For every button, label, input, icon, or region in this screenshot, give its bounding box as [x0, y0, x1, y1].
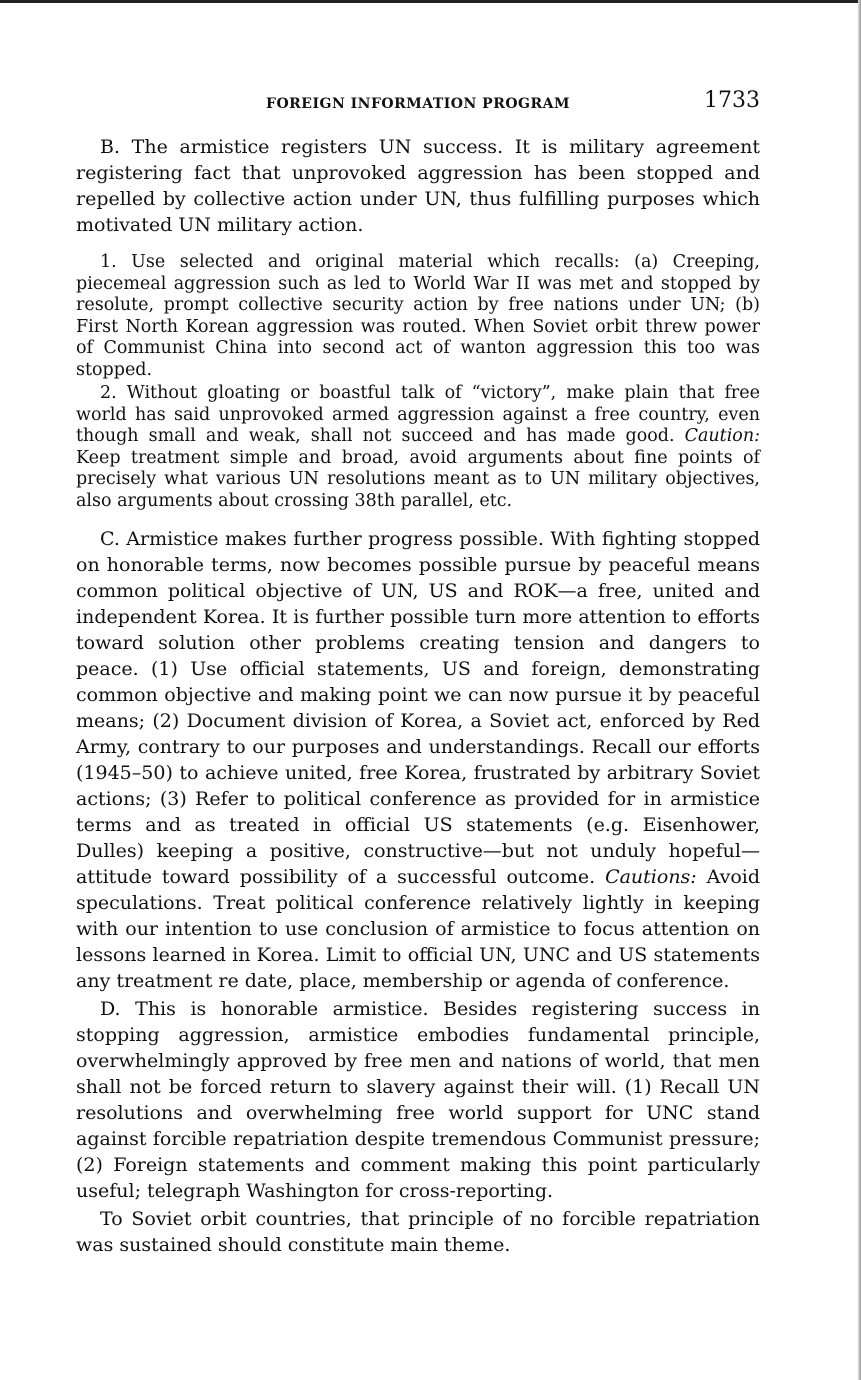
running-title: FOREIGN INFORMATION PROGRAM [266, 96, 570, 112]
paragraph-b-item-2-text-b: Keep treatment simple and broad, avoid arguments about fine points of precisely what various UN resolutions meant as to UN military objectives, also arguments about crossing 38th parallel, etc. [76, 447, 760, 511]
caution-label: Caution: [684, 426, 760, 446]
paragraph-d: D. This is honorable armistice. Besides registering success in stopping aggression, armistice embodies fundamental principle, overwhelmingly approved by free men and nations of world, that men shall not be forced return to slavery against their will. (1) Recall UN resolutions and overwhelming free world support for UNC stand against forcible repatriation despite tremendous Communist pressure; (2) Foreign statements and comment making this point particularly useful; telegraph Washington for cross-reporting. [76, 998, 760, 1202]
page-number: 1733 [704, 88, 760, 113]
paragraph-b: B. The armistice registers UN success. It is military agreement registering fact that unprovoked aggression has been stopped and repelled by collective action under UN, thus fulfilling purposes which motivated UN military action. [76, 136, 760, 236]
paragraph-b-item-2 [76, 383, 760, 512]
paragraph-b-item-1: 1. Use selected and original material which recalls: (a) Creeping, piecemeal aggression such as led to World War II was met and stopped by resolute, prompt collective security action by free nations under UN; (b) First North Korean aggression was routed. When Soviet orbit threw power of Communist China into second act of wanton aggression this too was stopped. [76, 252, 760, 380]
paragraph-c [76, 526, 760, 994]
running-head [76, 88, 760, 120]
paragraph-b-item-2-text-a: 2. Without gloating or boastful talk of “victory”, make plain that free world has said unprovoked armed aggression against a free country, even though small and weak, shall not succeed and has made good. [76, 383, 760, 446]
top-rule [0, 0, 861, 3]
document-page [76, 88, 760, 1258]
paragraph-soviet-orbit: To Soviet orbit countries, that principle of no forcible repatriation was sustained should constitute main theme. [76, 1208, 760, 1256]
paragraph-c-text-b: Avoid speculations. Treat political conference relatively lightly in keeping with our intention to use conclusion of armistice to focus attention on lessons learned in Korea. Limit to official UN, UNC and US statements any treatment re date, place, membership or agenda of conference. [76, 866, 760, 992]
cautions-label: Cautions: [605, 866, 697, 888]
paragraph-c-text-a: C. Armistice makes further progress possible. With fighting stopped on honorable terms, now becomes possible pursue by peaceful means common political objective of UN, US and ROK—a free, united and independent Korea. It is further possible turn more attention to efforts toward solution other problems creating tension and dangers to peace. (1) Use official statements, US and foreign, demonstrating common objective and making point we can now pursue it by peaceful means; (2) Document division of Korea, a Soviet act, enforced by Red Army, contrary to our purposes and understandings. Recall our efforts (1945–50) to achieve united, free Korea, frustrated by arbitrary Soviet actions; (3) Refer to political conference as provided for in armistice terms and as treated in official US statements (e.g. Eisenhower, Dulles) keeping a positive, constructive—but not unduly hopeful—attitude toward possibility of a successful outcome. [76, 528, 760, 888]
